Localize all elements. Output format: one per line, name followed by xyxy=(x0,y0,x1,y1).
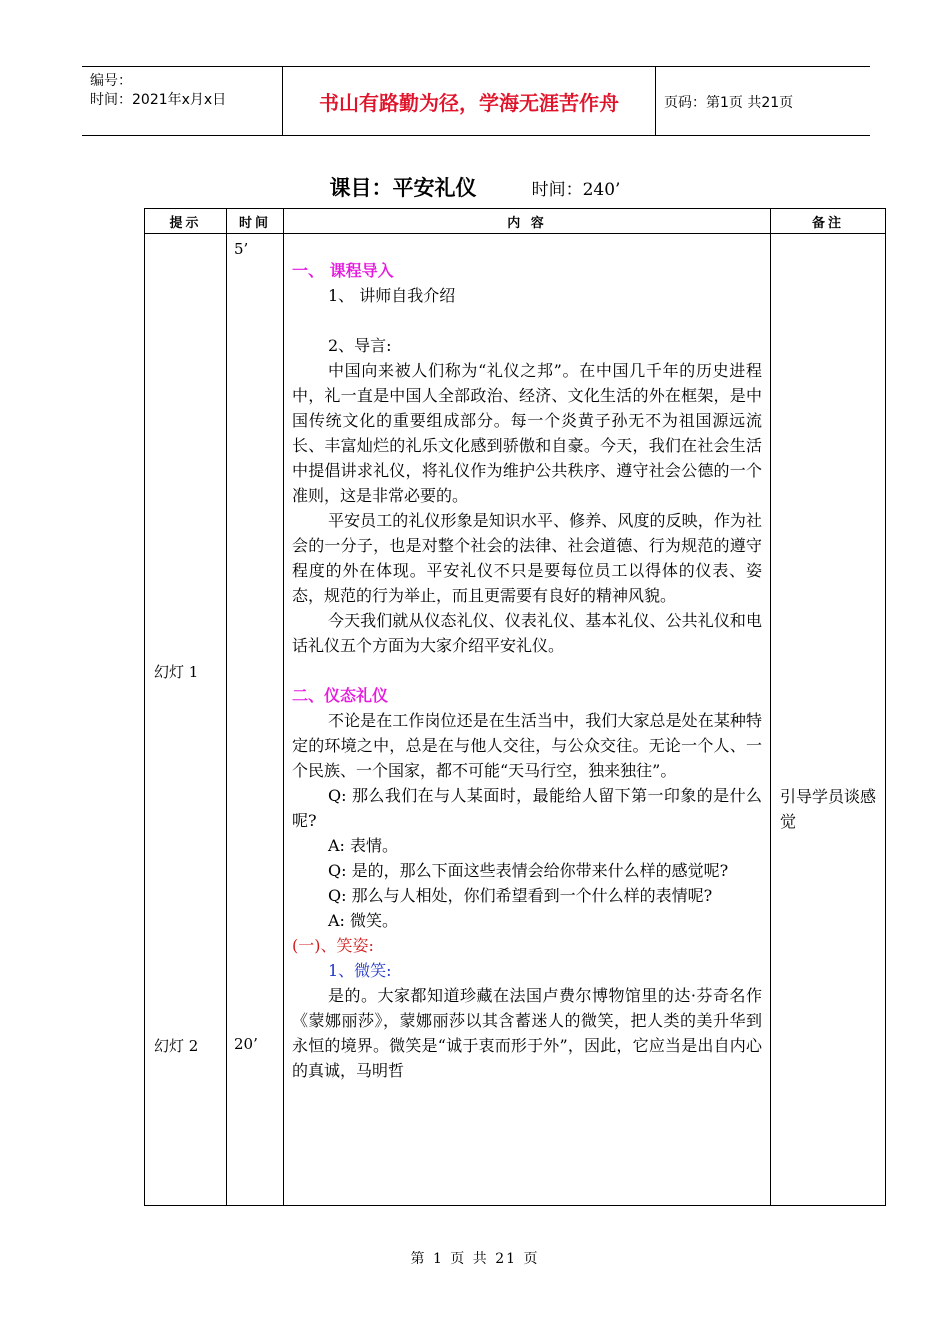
header-page-info: 页码：第1页 共21页 xyxy=(664,95,794,111)
time-value: 20’ xyxy=(234,1035,258,1053)
table-col-divider xyxy=(770,208,771,1206)
page-title xyxy=(0,172,950,202)
question: Q: 是的，那么下面这些表情会给你带来什么样的感觉呢? xyxy=(328,861,729,880)
header-meta xyxy=(90,72,226,110)
page-footer: 第 1 页 共 21 页 xyxy=(410,1251,540,1267)
table-col-divider xyxy=(226,208,227,1206)
answer: A: 微笑。 xyxy=(328,911,399,930)
answer: A: 表情。 xyxy=(328,836,399,855)
subsubsection-title: 1、微笑: xyxy=(328,961,392,980)
code-label: 编号： xyxy=(90,73,132,89)
table-border-right xyxy=(885,208,886,1206)
table-col-divider xyxy=(283,208,284,1206)
list-item: 2、导言: xyxy=(328,336,392,355)
table-border-bottom xyxy=(144,1205,886,1206)
header-hint: 提示 xyxy=(169,215,202,231)
content-body xyxy=(292,258,762,1083)
header-time: 时间 xyxy=(238,215,271,231)
paragraph: 是的。大家都知道珍藏在法国卢费尔博物馆里的达·芬奇名作《蒙娜丽莎》，蒙娜丽莎以其含蓄迷人的微笑，把人类的美升华到永恒的境界。微笑是“诚于衷而形于外”，因此，它应当是出自内心的真诚，马明哲 xyxy=(292,986,762,1080)
slide-hint: 幻灯 1 xyxy=(154,663,199,681)
course-duration: 时间：240’ xyxy=(531,180,621,200)
paragraph: 不论是在工作岗位还是在生活当中，我们大家总是处在某种特定的环境之中，总是在与他人交往，与公众交往。无论一个人、一个民族、一个国家，都不可能“天马行空，独来独往”。 xyxy=(292,711,762,780)
paragraph: 今天我们就从仪态礼仪、仪表礼仪、基本礼仪、公共礼仪和电话礼仪五个方面为大家介绍平安礼仪。 xyxy=(292,611,762,655)
paragraph: 中国向来被人们称为“礼仪之邦”。在中国几千年的历史进程中，礼一直是中国人全部政治、经济、文化生活的外在框架，是中国传统文化的重要组成部分。每一个炎黄子孙无不为祖国源远流长、丰富灿烂的礼乐文化感到骄傲和自豪。今天，我们在社会生活中提倡讲求礼仪，将礼仪作为维护公共秩序、遵守社会公德的一个准则，这是非常必要的。 xyxy=(292,361,762,505)
course-title: 课目：平安礼仪 xyxy=(329,176,477,200)
subsection-title: (一)、笑姿: xyxy=(292,936,374,955)
header-content: 内 容 xyxy=(507,215,547,231)
time-label: 时间：2021年x月x日 xyxy=(90,92,227,108)
list-item: 1、 讲师自我介绍 xyxy=(328,286,456,305)
note-text: 引导学员谈感觉 xyxy=(780,787,877,831)
time-value: 5’ xyxy=(234,240,249,258)
header-separator xyxy=(655,66,656,136)
paragraph: 平安员工的礼仪形象是知识水平、修养、风度的反映，作为社会的一分子，也是对整个社会的法律、社会道德、行为规范的遵守程度的外在体现。平安礼仪不只是要每位员工以得体的仪表、姿态，规范的行为举止，而且更需要有良好的精神风貌。 xyxy=(292,511,762,605)
question: Q: 那么我们在与人某面时，最能给人留下第一印象的是什么呢? xyxy=(292,786,762,830)
header-motto: 书山有路勤为径，学海无涯苦作舟 xyxy=(319,90,619,115)
header-note: 备注 xyxy=(811,215,844,231)
slide-hint: 幻灯 2 xyxy=(154,1037,199,1055)
section-title: 一、 课程导入 xyxy=(292,261,394,280)
table-border-left xyxy=(144,208,145,1206)
section-title: 二、仪态礼仪 xyxy=(292,686,389,705)
question: Q: 那么与人相处，你们希望看到一个什么样的表情呢? xyxy=(328,886,713,905)
